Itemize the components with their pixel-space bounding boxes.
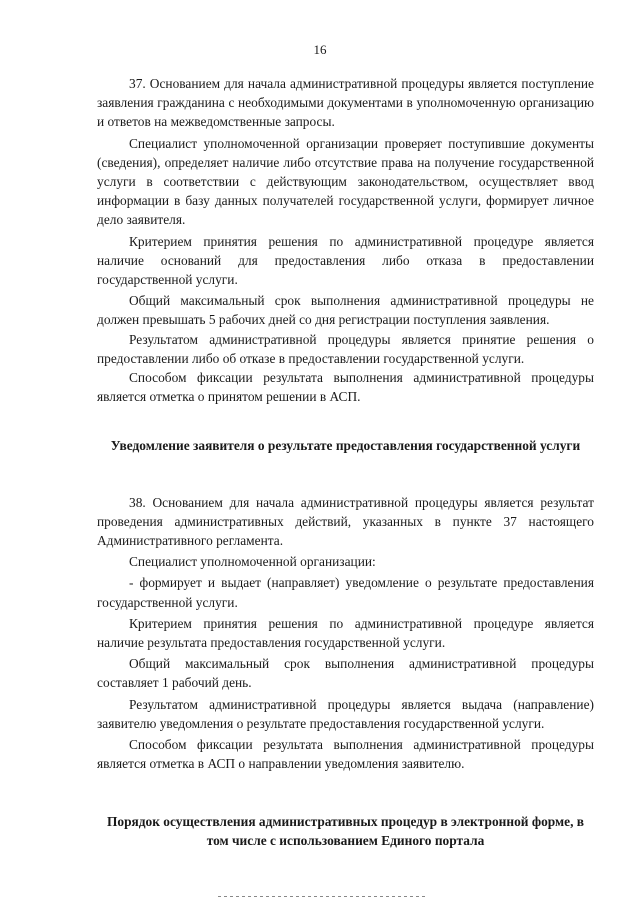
paragraph: Специалист уполномоченной организации: bbox=[129, 554, 376, 570]
paragraph: Критерием принятия решения по административной процедуре является наличие результата предоставления государственной услуги. bbox=[97, 615, 594, 651]
scan-edge-line bbox=[218, 896, 428, 897]
paragraph: - формирует и выдает (направляет) уведомление о результате предоставления государственной услуги. bbox=[97, 575, 594, 610]
paragraph: Способом фиксации результата выполнения административной процедуры является отметка о принятом решении в АСП. bbox=[97, 370, 594, 405]
paragraph: Критерием принятия решения по административной процедуре является наличие оснований для предоставления либо отказа в предоставлении государственной услуги. bbox=[97, 233, 594, 288]
page-number: 16 bbox=[313, 42, 327, 57]
paragraph: Способом фиксации результата выполнения административной процедуры является отметка в АСП о направлении уведомления заявителю. bbox=[97, 737, 594, 772]
paragraph: Результатом административной процедуры является выдача (направление) заявителю уведомления о результате предоставления государственной услуги. bbox=[97, 696, 594, 731]
paragraph: 37. Основанием для начала административной процедуры является поступление заявления гражданина с необходимыми документами в уполномоченную организацию и ответов на межведомственные запросы. bbox=[97, 76, 594, 130]
paragraph: Специалист уполномоченной организации проверяет поступившие документы (сведения), определяет наличие либо отсутствие права на получение государственной услуги в соответствии с действующим законодательством, осуществляет ввод информации в базу данных получателей государственной услуги, формирует личное дело заявителя. bbox=[97, 135, 594, 228]
paragraph: Результатом административной процедуры является принятие решения о предоставлении либо об отказе в предоставлении государственной услуги. bbox=[97, 331, 594, 366]
section-heading: Уведомление заявителя о результате предоставления государственной услуги bbox=[110, 438, 581, 454]
section-heading: Порядок осуществления административных процедур в электронной форме, в том числе с использованием Единого портала bbox=[106, 813, 585, 848]
document-body bbox=[97, 74, 594, 850]
paragraph: 38. Основанием для начала административной процедуры является результат проведения административных действий, указанных в пункте 37 настоящего Административного регламента. bbox=[97, 494, 594, 549]
paragraph: Общий максимальный срок выполнения административной процедуры составляет 1 рабочий день. bbox=[97, 656, 594, 691]
paragraph: Общий максимальный срок выполнения административной процедуры не должен превышать 5 рабочих дней со дня регистрации поступления заявления. bbox=[97, 293, 594, 328]
